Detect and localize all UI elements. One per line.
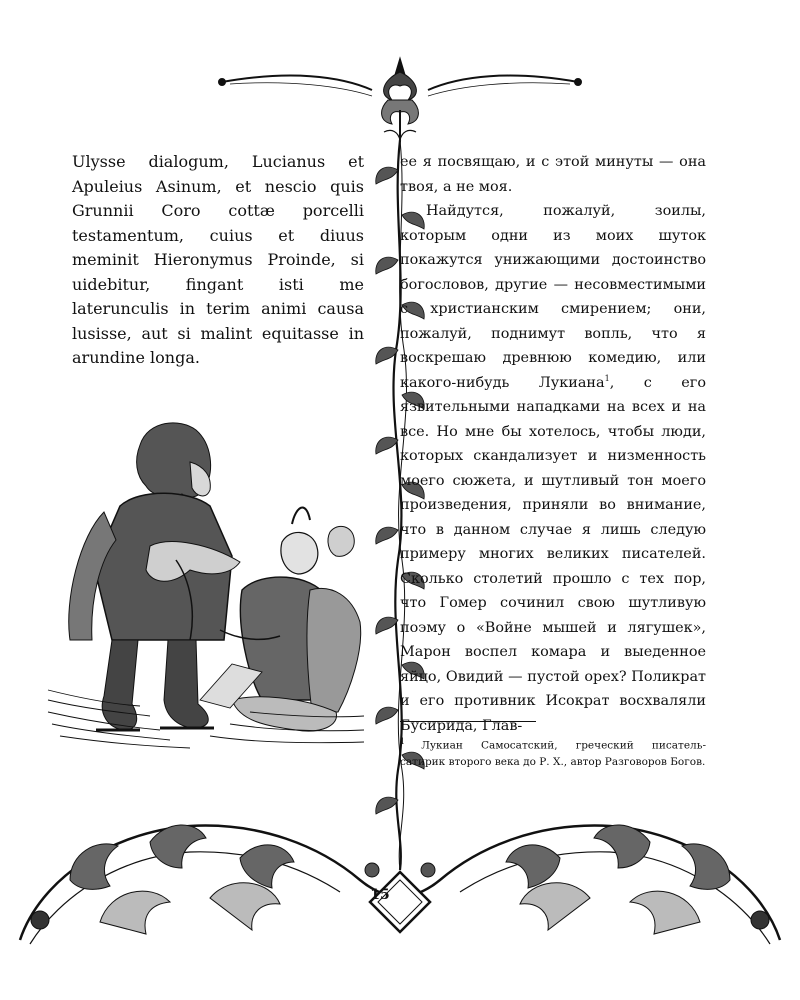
paragraph-2-start: Найдутся, пожалуй, зоилы, которым одни из моих шуток покажутся унижающими достоинство богословов, другие — несовместимыми с христианским смирением; они, пожалуй, поднимут вопль, что я воскрешаю древнюю комедию, или какого-нибудь Лукиана — [400, 203, 706, 391]
page-number: 15 — [370, 887, 390, 903]
footnote-text: Лукиан Самосатский, греческий писатель-сатирик второго века до Р. Х., автор Разговоров Богов. — [400, 739, 706, 768]
footnote-number: 1 — [400, 737, 406, 746]
footnote — [400, 734, 706, 770]
russian-paragraph-2 — [400, 199, 706, 738]
paragraph-2-rest: , с его язвительными нападками на всех и на все. Но мне бы хотелось, чтобы люди, которых скандализует и низменность моего сюжета, и шутливый тон моего произведения, приняли во внимание, что в данном случае я лишь следую примеру многих великих писателей. Сколько столетий прошло с тех пор, что Гомер сочинил свою шутливую поэму о «Войне мышей и лягушек», Марон воспел комара и выеденное яйцо, Овидий — пустой орех? Поликрат и его противник Исократ восхваляли Бусирида, Глав- — [400, 374, 706, 734]
top-ornament — [219, 58, 582, 140]
russian-paragraph-1: ее я посвящаю, и с этой минуты — она твоя, а не моя. — [400, 154, 706, 195]
footnote-divider — [400, 721, 536, 722]
footnote-reference: 1 — [604, 373, 610, 383]
latin-paragraph: Ulysse dialogum, Lucianus et Apuleius Asinum, et nescio quis Grunnii Coro cottæ porcelli testamentum, cuius et diuus meminit Hieronymus Proinde, si uidebitur, fingant isti me laterunculis in terim animi causa lusisse, aut si malint equitasse in arundine longa. — [72, 152, 364, 367]
russian-text-column — [400, 150, 706, 738]
latin-text-column — [72, 150, 364, 371]
engraving-illustration — [48, 423, 364, 748]
street-children-figures — [220, 508, 361, 732]
